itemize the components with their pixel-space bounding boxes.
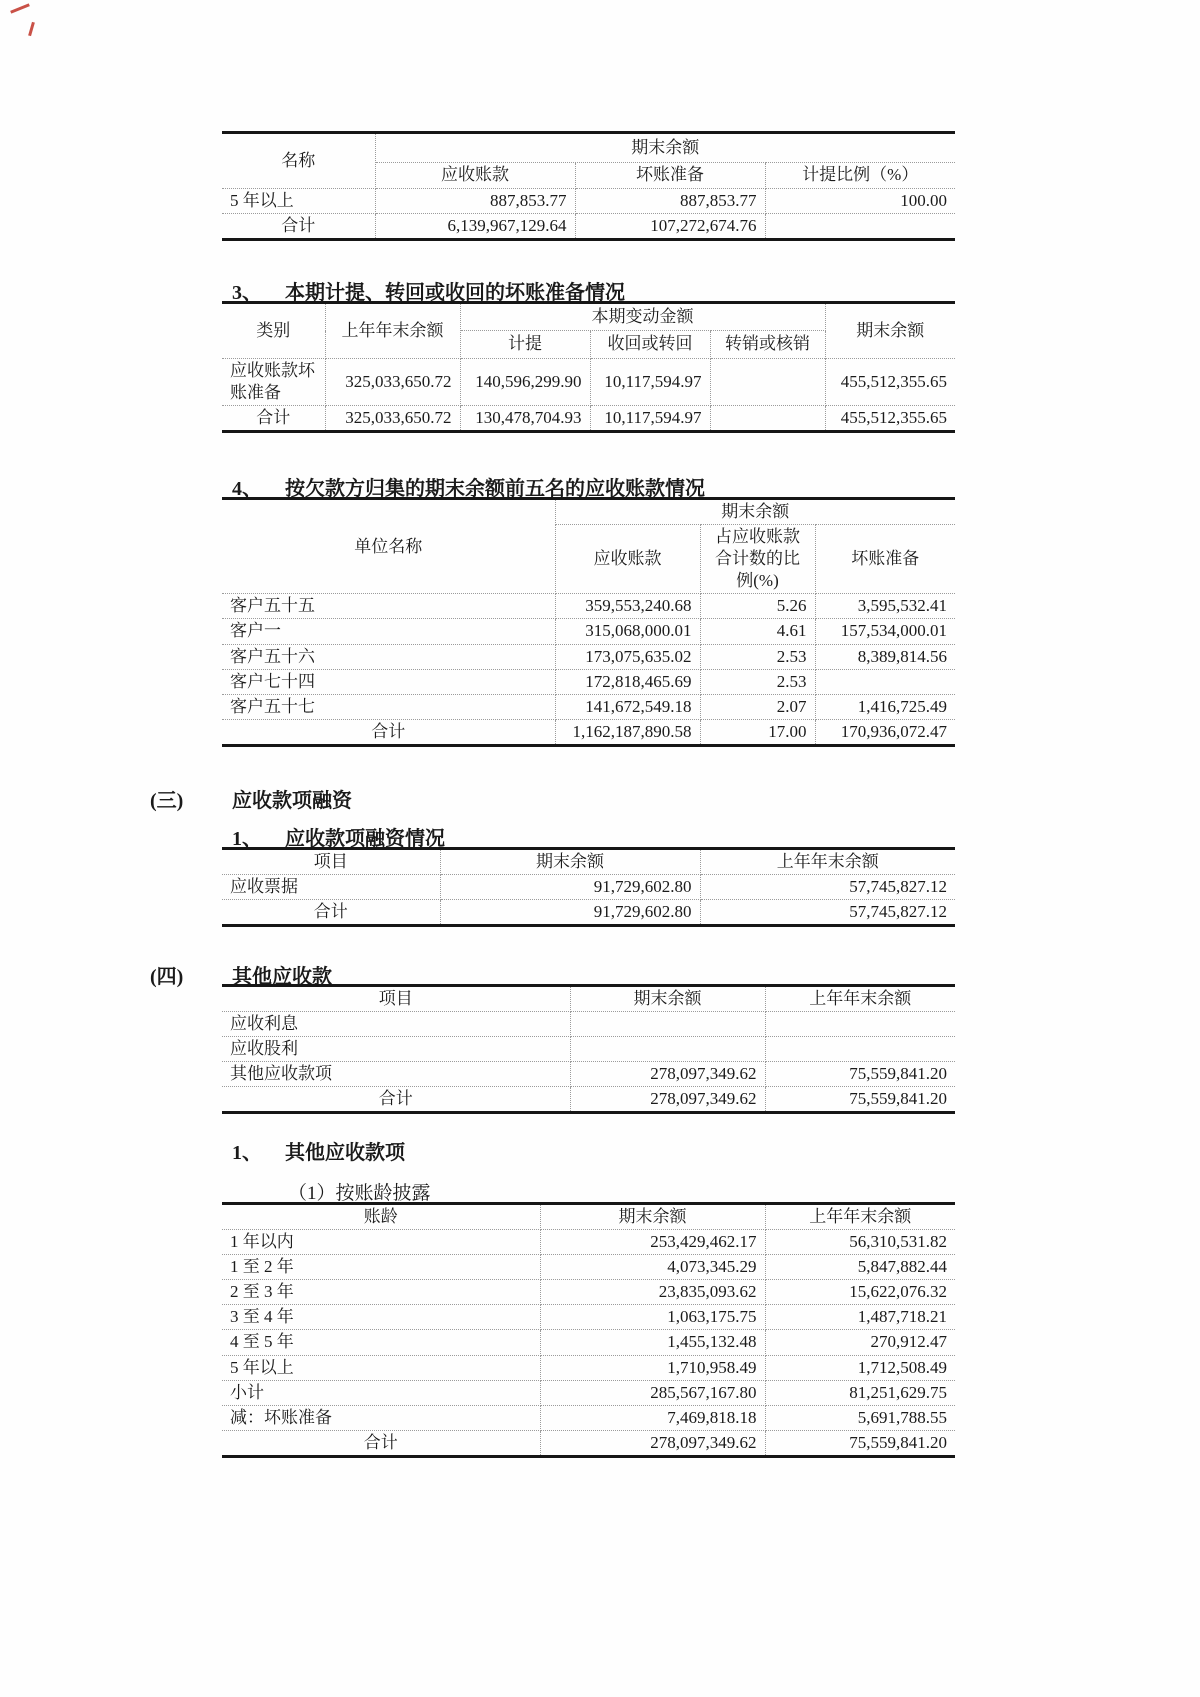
heading-text: 应收款项融资情况: [285, 828, 445, 850]
cell-value: [570, 1037, 765, 1062]
cell-value: 170,936,072.47: [815, 719, 955, 745]
cell-value: 57,745,827.12: [700, 900, 955, 926]
cell-value: 91,729,602.80: [440, 900, 700, 926]
cell-value: 10,117,594.97: [590, 359, 710, 406]
other-receivables-aging-table: [222, 1202, 955, 1458]
col-header-writeoff: 转销或核销: [710, 331, 825, 359]
row-label: 4 至 5 年: [222, 1330, 540, 1355]
col-header-ar: 应收账款: [555, 525, 700, 594]
row-label: 客户七十四: [222, 669, 555, 694]
cell-value: 5,847,882.44: [765, 1255, 955, 1280]
cell-value: 2.53: [700, 669, 815, 694]
cell-value: 17.00: [700, 719, 815, 745]
col-header-end-balance: 期末余额: [540, 1204, 765, 1230]
cell-value: 4.61: [700, 619, 815, 644]
col-header-prev-balance: 上年年末余额: [765, 986, 955, 1012]
cell-value: 1,416,725.49: [815, 694, 955, 719]
cell-value: 1,712,508.49: [765, 1355, 955, 1380]
cell-value: 15,622,076.32: [765, 1280, 955, 1305]
cell-value: 81,251,629.75: [765, 1380, 955, 1405]
cell-value: 56,310,531.82: [765, 1230, 955, 1255]
cell-value: 130,478,704.93: [460, 406, 590, 432]
col-header-period-end: 期末余额: [375, 133, 955, 163]
section-heading-3cn: [150, 784, 352, 813]
cell-value: 75,559,841.20: [765, 1087, 955, 1113]
col-header-period-end: 期末余额: [555, 499, 955, 525]
table-row: [222, 1012, 955, 1037]
col-header-age: 账龄: [222, 1204, 540, 1230]
table-row: [222, 189, 955, 214]
col-header-ar: 应收账款: [375, 163, 575, 189]
row-label: 客户五十五: [222, 594, 555, 619]
row-label: 应收股利: [222, 1037, 570, 1062]
heading-text: 其他应收款: [232, 966, 332, 988]
heading-text: 本期计提、转回或收回的坏账准备情况: [285, 282, 625, 304]
row-label: 应收利息: [222, 1012, 570, 1037]
heading-number: 1、: [232, 1142, 262, 1164]
cell-value: [765, 1037, 955, 1062]
col-header-prev-balance: 上年年末余额: [325, 303, 460, 359]
row-label: 3 至 4 年: [222, 1305, 540, 1330]
cell-value: 5.26: [700, 594, 815, 619]
table-row: [222, 359, 955, 406]
row-label: 合计: [222, 1087, 570, 1113]
cell-value: 91,729,602.80: [440, 875, 700, 900]
row-label: 小计: [222, 1380, 540, 1405]
heading-number: 1、: [232, 828, 262, 850]
top5-customers-table: [222, 497, 955, 747]
row-label: 合计: [222, 1430, 540, 1456]
table-row: [222, 1280, 955, 1305]
row-label: 合计: [222, 900, 440, 926]
heading-text: 应收款项融资: [232, 790, 352, 812]
cell-value: 75,559,841.20: [765, 1430, 955, 1456]
table-row-total: [222, 214, 955, 240]
heading-text: 其他应收款项: [285, 1142, 405, 1164]
cell-value: 6,139,967,129.64: [375, 214, 575, 240]
cell-value: [765, 214, 955, 240]
receivables-financing-table: [222, 847, 955, 927]
cell-value: 5,691,788.55: [765, 1405, 955, 1430]
row-label: 1 至 2 年: [222, 1255, 540, 1280]
cell-value: 887,853.77: [375, 189, 575, 214]
cell-value: [815, 669, 955, 694]
col-header-change: 本期变动金额: [460, 303, 825, 331]
cell-value: 278,097,349.62: [570, 1062, 765, 1087]
col-header-end-balance: 期末余额: [825, 303, 955, 359]
table-row: [222, 1037, 955, 1062]
cell-value: 172,818,465.69: [555, 669, 700, 694]
cell-value: 1,063,175.75: [540, 1305, 765, 1330]
cell-value: 1,455,132.48: [540, 1330, 765, 1355]
subsection-heading-aging: （1）按账龄披露: [288, 1183, 431, 1204]
bad-debt-provision-table: [222, 301, 955, 433]
heading-number: 4、: [232, 478, 262, 500]
cell-value: 2.53: [700, 644, 815, 669]
col-header-unit-name: 单位名称: [222, 499, 555, 594]
cell-value: 10,117,594.97: [590, 406, 710, 432]
col-header-accrued: 计提: [460, 331, 590, 359]
row-label: 合计: [222, 214, 375, 240]
cell-value: 100.00: [765, 189, 955, 214]
col-header-end-balance: 期末余额: [570, 986, 765, 1012]
col-header-prev-balance: 上年年末余额: [700, 849, 955, 875]
red-scan-mark: [28, 22, 35, 36]
col-header-item: 项目: [222, 849, 440, 875]
cell-value: 140,596,299.90: [460, 359, 590, 406]
table-row: [222, 644, 955, 669]
row-label: 5 年以上: [222, 189, 375, 214]
row-label: 应收账款坏账准备: [222, 359, 325, 406]
row-label: 合计: [222, 406, 325, 432]
cell-value: 455,512,355.65: [825, 359, 955, 406]
row-label: 客户一: [222, 619, 555, 644]
heading-number: 3、: [232, 282, 262, 304]
cell-value: [710, 406, 825, 432]
cell-value: 157,534,000.01: [815, 619, 955, 644]
cell-value: 315,068,000.01: [555, 619, 700, 644]
cell-value: 8,389,814.56: [815, 644, 955, 669]
table-row: [222, 619, 955, 644]
heading-number: (四): [150, 966, 184, 988]
cell-value: 455,512,355.65: [825, 406, 955, 432]
cell-value: 285,567,167.80: [540, 1380, 765, 1405]
table-row: [222, 1230, 955, 1255]
cell-value: 75,559,841.20: [765, 1062, 955, 1087]
red-scan-mark: [10, 3, 30, 13]
table-row-total: [222, 719, 955, 745]
cell-value: [765, 1012, 955, 1037]
col-header-bad-debt: 坏账准备: [575, 163, 765, 189]
cell-value: 325,033,650.72: [325, 406, 460, 432]
cell-value: 270,912.47: [765, 1330, 955, 1355]
row-label: 2 至 3 年: [222, 1280, 540, 1305]
cell-value: 23,835,093.62: [540, 1280, 765, 1305]
heading-text: 按欠款方归集的期末余额前五名的应收账款情况: [285, 478, 705, 500]
table-row: [222, 1405, 955, 1430]
cell-value: 107,272,674.76: [575, 214, 765, 240]
cell-value: 7,469,818.18: [540, 1405, 765, 1430]
cell-value: 253,429,462.17: [540, 1230, 765, 1255]
cell-value: 278,097,349.62: [570, 1087, 765, 1113]
cell-value: 359,553,240.68: [555, 594, 700, 619]
col-header-bad-debt: 坏账准备: [815, 525, 955, 594]
table-row: [222, 1380, 955, 1405]
table-row: [222, 669, 955, 694]
col-header-prev-balance: 上年年末余额: [765, 1204, 955, 1230]
table-row: [222, 1330, 955, 1355]
table-row: [222, 875, 955, 900]
table-row: [222, 1305, 955, 1330]
table-row-total: [222, 1430, 955, 1456]
row-label: 客户五十七: [222, 694, 555, 719]
section-heading-other-receivables: [232, 1136, 405, 1165]
cell-value: 4,073,345.29: [540, 1255, 765, 1280]
cell-value: 887,853.77: [575, 189, 765, 214]
cell-value: 2.07: [700, 694, 815, 719]
table-row-total: [222, 900, 955, 926]
col-header-recovered: 收回或转回: [590, 331, 710, 359]
aging-continuation-table: [222, 131, 955, 241]
row-label: 1 年以内: [222, 1230, 540, 1255]
row-label: 客户五十六: [222, 644, 555, 669]
table-row: [222, 694, 955, 719]
row-label: 合计: [222, 719, 555, 745]
other-receivables-table: [222, 984, 955, 1114]
row-label: 其他应收款项: [222, 1062, 570, 1087]
cell-value: 3,595,532.41: [815, 594, 955, 619]
table-row-total: [222, 1087, 955, 1113]
cell-value: 1,487,718.21: [765, 1305, 955, 1330]
cell-value: 278,097,349.62: [540, 1430, 765, 1456]
col-header-ratio: 计提比例（%）: [765, 163, 955, 189]
col-header-item: 项目: [222, 986, 570, 1012]
cell-value: [710, 359, 825, 406]
cell-value: 325,033,650.72: [325, 359, 460, 406]
cell-value: 1,710,958.49: [540, 1355, 765, 1380]
col-header-ratio: 占应收账款合计数的比例(%): [700, 525, 815, 594]
cell-value: [570, 1012, 765, 1037]
col-header-end-balance: 期末余额: [440, 849, 700, 875]
col-header-category: 类别: [222, 303, 325, 359]
table-row: [222, 594, 955, 619]
row-label: 减：坏账准备: [222, 1405, 540, 1430]
row-label: 5 年以上: [222, 1355, 540, 1380]
row-label: 应收票据: [222, 875, 440, 900]
cell-value: 173,075,635.02: [555, 644, 700, 669]
col-header-name: 名称: [222, 133, 375, 189]
table-row: [222, 1062, 955, 1087]
heading-number: (三): [150, 790, 184, 812]
table-row-total: [222, 406, 955, 432]
table-row: [222, 1355, 955, 1380]
table-row: [222, 1255, 955, 1280]
cell-value: 141,672,549.18: [555, 694, 700, 719]
cell-value: 1,162,187,890.58: [555, 719, 700, 745]
cell-value: 57,745,827.12: [700, 875, 955, 900]
